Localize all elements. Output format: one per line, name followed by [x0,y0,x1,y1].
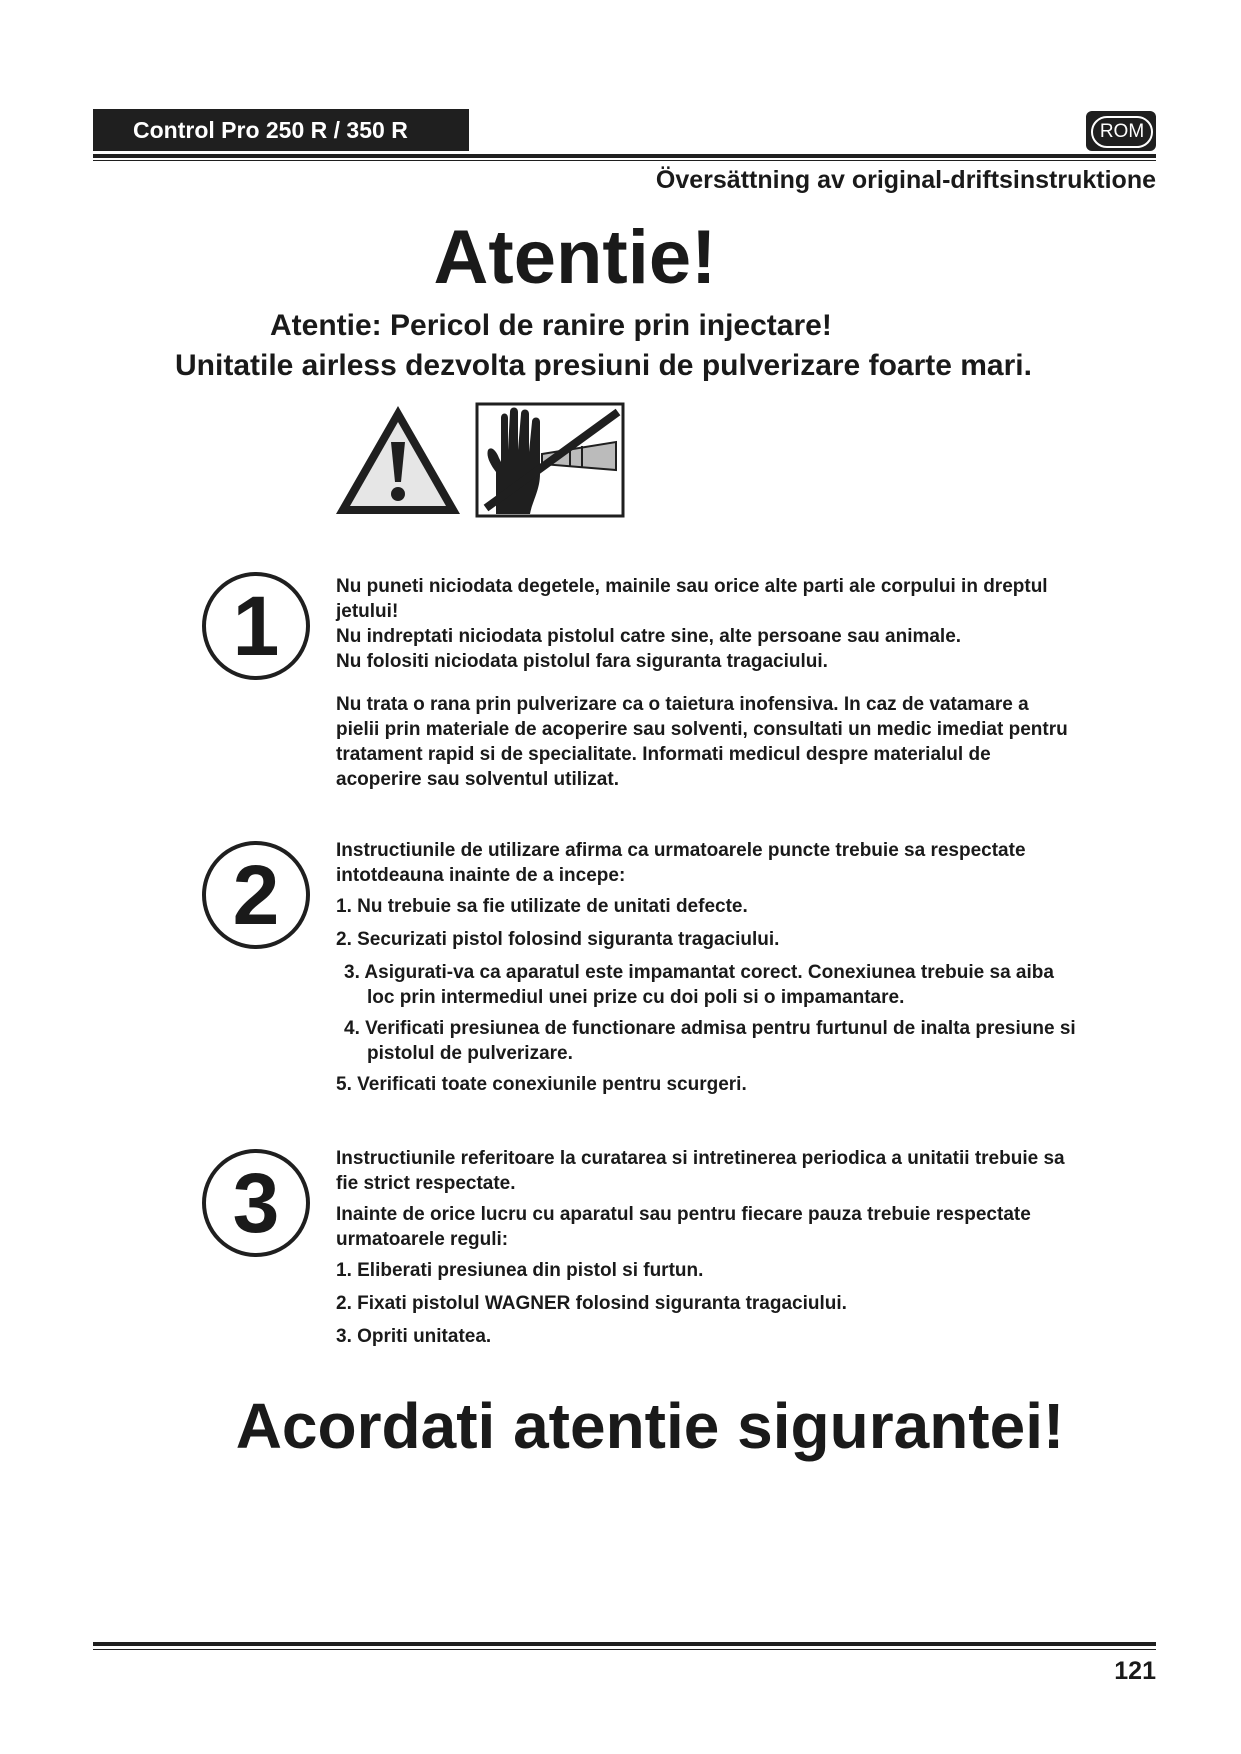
safety-icons-svg [336,402,626,520]
page-number: 121 [1114,1657,1156,1685]
model-name: Control Pro 250 R / 350 R [133,117,408,143]
section-number-2: 2 [202,841,310,949]
model-header-bar [93,109,469,151]
header-divider-thin [93,160,1156,161]
translation-subtitle: Översättning av original-driftsinstruktione [655,166,1156,194]
section-3-intro: Inainte de orice lucru cu aparatul sau pentru fiecare pauza trebuie respectate urmatoarele reguli: [336,1204,1031,1250]
language-badge-label: ROM [1091,116,1153,148]
section-2-text [336,838,1076,1097]
section-2-list-item: 4. Verificati presiunea de functionare admisa pentru furtunul de inalta presiune si pistolul de pulverizare. [344,1018,1076,1064]
section-2-list-item: 3. Asigurati-va ca aparatul este impamantat corect. Conexiunea trebuie sa aiba loc prin intermediul unei prize cu doi poli si o impamantare. [344,962,1054,1008]
section-1-paragraph: Nu indreptati niciodata pistolul catre sine, alte persoane sau animale. [336,626,962,647]
safety-slogan: Acordati atentie sigurantei! [235,1390,1065,1462]
section-3-intro: Instructiunile referitoare la curatarea si intretinerea periodica a unitatii trebuie sa fie strict respectate. [336,1148,1065,1194]
no-hand-in-spray-icon [477,404,623,516]
footer-divider-thin [93,1649,1156,1650]
section-1-paragraph: Nu trata o rana prin pulverizare ca o taietura inofensiva. In caz de vatamare a pielii prin materiale de acoperire sau solventi, consultati un medic imediat pentru tratament rapid si de specialitate. Informati medicul despre materialul de acoperire sau solventul utilizat. [336,694,1068,790]
section-2-list-item: 1. Nu trebuie sa fie utilizate de unitati defecte. [336,896,748,917]
section-3-list-item: 3. Opriti unitatea. [336,1326,492,1347]
section-1-paragraph: Nu puneti niciodata degetele, mainile sau orice alte parti ale corpului in dreptul jetului! [336,576,1048,622]
section-3-text [336,1146,1076,1349]
warning-line-2: Unitatile airless dezvolta presiuni de pulverizare foarte mari. [175,349,1032,382]
warning-triangle-icon [336,406,460,514]
section-1-paragraph: Nu folositi niciodata pistolul fara siguranta tragaciului. [336,651,828,672]
section-number-3: 3 [202,1149,310,1257]
warning-line-1: Atentie: Pericol de ranire prin injectare! [270,309,832,342]
page-title: Atentie! [433,215,717,300]
header-divider [93,154,1156,158]
safety-icons [336,402,626,520]
section-number-1: 1 [202,572,310,680]
section-2-list-item: 2. Securizati pistol folosind siguranta tragaciului. [336,929,780,950]
footer-divider [93,1642,1156,1646]
section-2-intro: Instructiunile de utilizare afirma ca urmatoarele puncte trebuie sa respectate intotdeauna inainte de a incepe: [336,840,1026,886]
section-3-list-item: 2. Fixati pistolul WAGNER folosind siguranta tragaciului. [336,1293,847,1314]
language-badge [1086,111,1156,151]
section-3-list-item: 1. Eliberati presiunea din pistol si furtun. [336,1260,704,1281]
section-1-text [336,574,1076,792]
section-2-list-item: 5. Verificati toate conexiunile pentru scurgeri. [336,1074,747,1095]
